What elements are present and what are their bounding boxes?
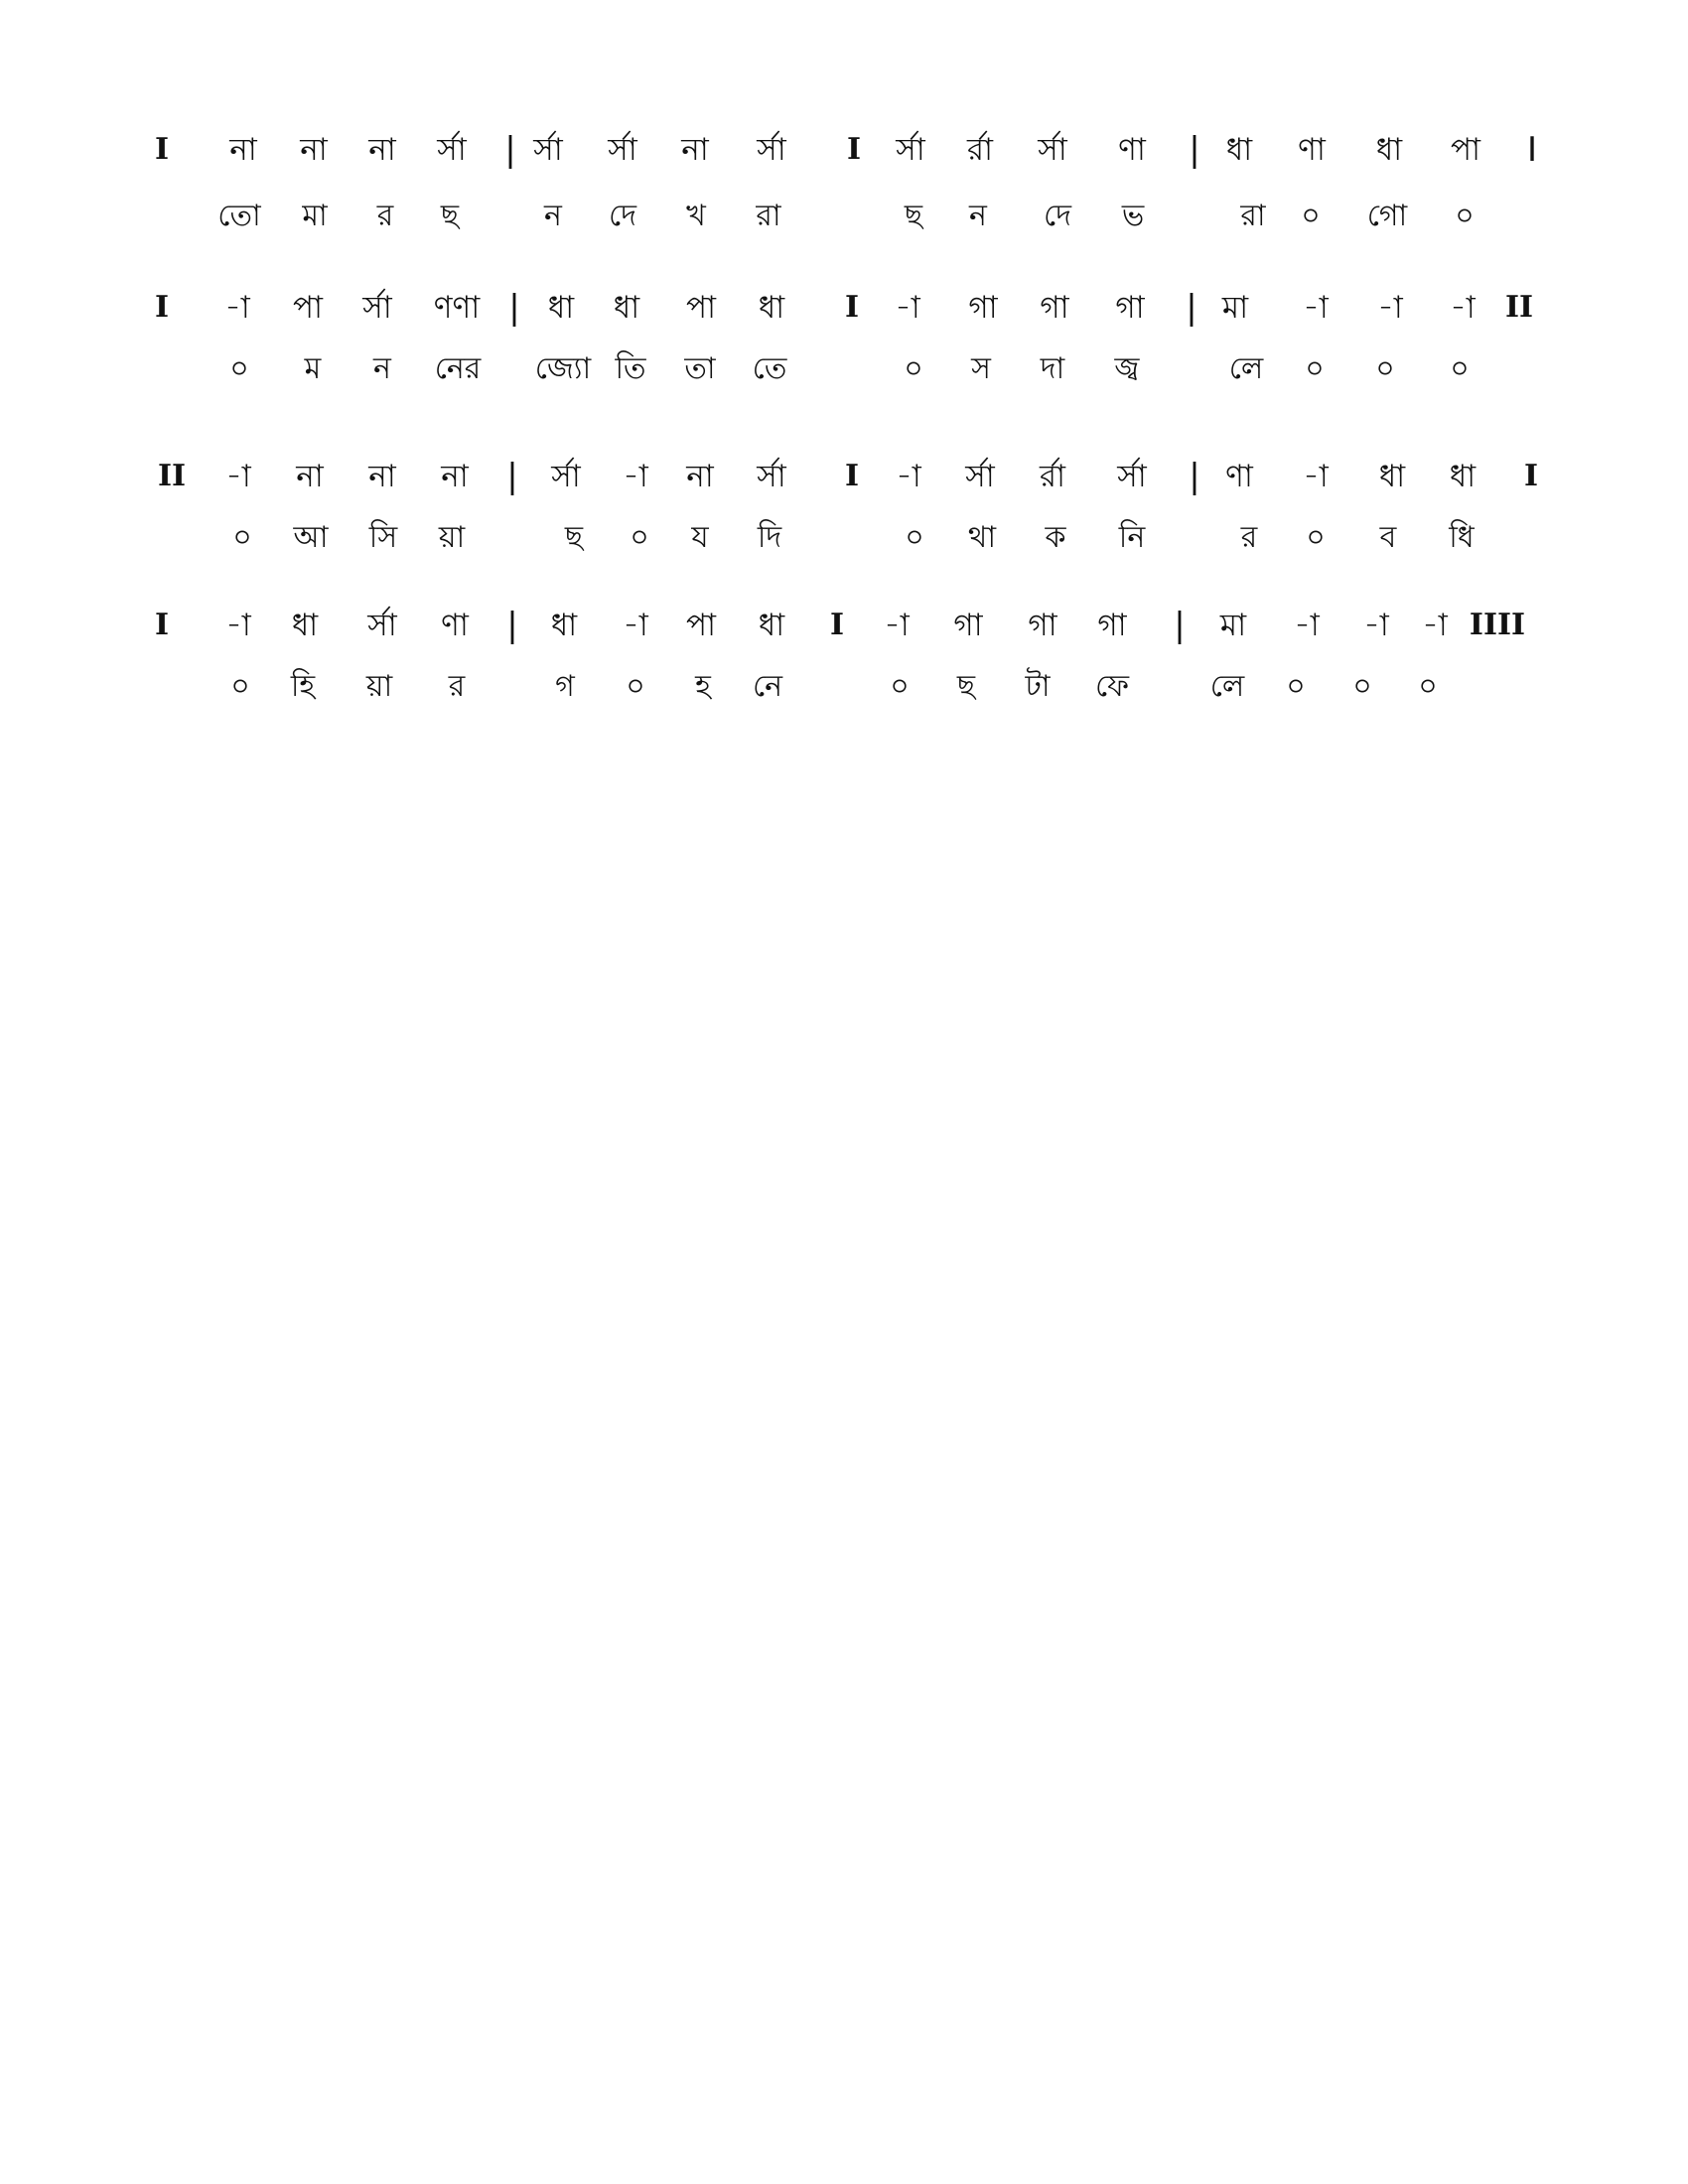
note: -া bbox=[1450, 290, 1476, 326]
bar-line: I bbox=[844, 459, 860, 493]
lyric-syllable: ০ bbox=[1418, 669, 1438, 704]
lyric-syllable: জ্ব bbox=[1114, 351, 1140, 386]
lyric-syllable: ০ bbox=[1301, 199, 1321, 233]
note: ধা bbox=[613, 290, 640, 326]
note: -া bbox=[896, 459, 921, 494]
bar-line: IIII bbox=[1469, 608, 1526, 642]
lyric-syllable: ফে bbox=[1094, 669, 1130, 704]
note: গা bbox=[1040, 290, 1069, 326]
lyric-syllable: য bbox=[691, 520, 709, 555]
lyric-syllable: ০ bbox=[626, 669, 645, 704]
lyric-syllable: ছ bbox=[440, 199, 460, 233]
note: ধা bbox=[758, 290, 785, 326]
note: না bbox=[368, 459, 396, 494]
note: র্সা bbox=[533, 132, 563, 168]
lyric-syllable: গ bbox=[555, 669, 575, 704]
lyric-syllable: ০ bbox=[905, 520, 924, 555]
note: -া bbox=[895, 290, 920, 326]
note: র্রা bbox=[1039, 459, 1066, 494]
bar-line: | bbox=[1186, 288, 1197, 328]
note: ণা bbox=[1118, 132, 1146, 168]
lyric-syllable: ০ bbox=[1450, 351, 1470, 386]
note: ধা bbox=[1378, 459, 1406, 494]
lyric-syllable: নের bbox=[434, 351, 482, 386]
bar-line: I bbox=[1523, 459, 1539, 493]
lyric-syllable: ম bbox=[304, 351, 322, 386]
lyric-row-1 bbox=[0, 195, 1688, 238]
note: ণা bbox=[1225, 459, 1253, 494]
lyric-syllable: ০ bbox=[1455, 199, 1475, 233]
bar-line: II bbox=[157, 459, 187, 493]
note: -া bbox=[1303, 290, 1329, 326]
note: পা bbox=[1450, 132, 1481, 168]
bar-line: I bbox=[154, 608, 170, 642]
note: গা bbox=[1097, 608, 1127, 643]
note: -া bbox=[1294, 608, 1320, 643]
note: মা bbox=[1221, 290, 1249, 326]
lyric-syllable: রা bbox=[756, 199, 781, 233]
note: -া bbox=[623, 459, 648, 494]
note: গা bbox=[968, 290, 998, 326]
lyric-syllable: ছ bbox=[956, 669, 976, 704]
note: না bbox=[686, 459, 714, 494]
lyric-syllable: দে bbox=[609, 199, 636, 233]
lyric-syllable: য়া bbox=[438, 520, 466, 555]
note: ধা bbox=[291, 608, 319, 643]
note: -া bbox=[224, 290, 250, 326]
bar-line: | bbox=[508, 288, 520, 328]
note: ধা bbox=[550, 608, 578, 643]
lyric-syllable: য়া bbox=[365, 669, 393, 704]
note: ধা bbox=[547, 290, 575, 326]
lyric-syllable: দা bbox=[1040, 351, 1065, 386]
bar-line: II bbox=[1504, 290, 1534, 325]
note: -া bbox=[1363, 608, 1389, 643]
bar-line: I bbox=[846, 132, 862, 167]
lyric-syllable: নি bbox=[1118, 520, 1146, 555]
note: ধা bbox=[1449, 459, 1477, 494]
note: না bbox=[229, 132, 257, 168]
note: র্রা bbox=[966, 132, 994, 168]
lyric-row-3 bbox=[0, 516, 1688, 560]
lyric-syllable: তি bbox=[615, 351, 646, 386]
bar-line: | bbox=[506, 606, 518, 645]
bar-line: I bbox=[844, 290, 860, 325]
note: র্সা bbox=[551, 459, 581, 494]
note: র্সা bbox=[1117, 459, 1147, 494]
lyric-syllable: তা bbox=[684, 351, 716, 386]
note: ধা bbox=[1225, 132, 1253, 168]
note: -া bbox=[623, 608, 648, 643]
lyric-syllable: দি bbox=[757, 520, 782, 555]
lyric-syllable: মা bbox=[302, 199, 328, 233]
lyric-syllable: ০ bbox=[1286, 669, 1306, 704]
lyric-syllable: নে bbox=[752, 669, 783, 704]
lyric-syllable: আ bbox=[293, 520, 329, 555]
note: -া bbox=[884, 608, 910, 643]
lyric-syllable: ০ bbox=[232, 520, 252, 555]
lyric-syllable: হি bbox=[290, 669, 316, 704]
note: র্সা bbox=[965, 459, 995, 494]
note: র্সা bbox=[757, 459, 786, 494]
note: না bbox=[296, 459, 324, 494]
lyric-syllable: র bbox=[448, 669, 466, 704]
lyric-syllable: তে bbox=[752, 351, 787, 386]
note: না bbox=[300, 132, 328, 168]
bar-line: I bbox=[829, 608, 845, 642]
note: না bbox=[441, 459, 469, 494]
lyric-syllable: র bbox=[376, 199, 394, 233]
note: র্সা bbox=[362, 290, 392, 326]
lyric-syllable: র bbox=[1240, 520, 1258, 555]
note: গা bbox=[1115, 290, 1145, 326]
note: -া bbox=[1303, 459, 1329, 494]
lyric-syllable: ন bbox=[544, 199, 562, 233]
note: -া bbox=[225, 608, 251, 643]
note: -া bbox=[225, 459, 251, 494]
bar-line: I bbox=[154, 290, 170, 325]
note: র্সা bbox=[757, 132, 786, 168]
note: পা bbox=[685, 290, 717, 326]
bar-line: I bbox=[1526, 130, 1538, 170]
note: পা bbox=[292, 290, 324, 326]
lyric-row-4 bbox=[0, 665, 1688, 709]
lyric-syllable: হ bbox=[695, 669, 711, 704]
lyric-syllable: ০ bbox=[230, 669, 250, 704]
lyric-syllable: ০ bbox=[630, 520, 649, 555]
lyric-syllable: স bbox=[971, 351, 991, 386]
note: -া bbox=[1377, 290, 1403, 326]
note: ণা bbox=[1298, 132, 1326, 168]
note: না bbox=[368, 132, 396, 168]
notation-row-2 bbox=[0, 286, 1688, 330]
bar-line: | bbox=[506, 457, 518, 496]
bar-line: | bbox=[1174, 606, 1186, 645]
note: -া bbox=[1422, 608, 1448, 643]
lyric-syllable: ছ bbox=[564, 520, 584, 555]
lyric-syllable: থা bbox=[967, 520, 997, 555]
notation-row-3 bbox=[0, 455, 1688, 498]
lyric-syllable: ০ bbox=[890, 669, 910, 704]
note: র্সা bbox=[367, 608, 397, 643]
lyric-syllable: জ্যো bbox=[534, 351, 592, 386]
bar-line: I bbox=[154, 132, 170, 167]
bar-line: | bbox=[1189, 457, 1200, 496]
lyric-syllable: লে bbox=[1209, 669, 1245, 704]
lyric-syllable: ০ bbox=[229, 351, 249, 386]
lyric-syllable: ধি bbox=[1449, 520, 1475, 555]
lyric-syllable: তো bbox=[217, 199, 261, 233]
lyric-syllable: খ bbox=[686, 199, 706, 233]
note: ণা bbox=[441, 608, 469, 643]
lyric-syllable: গো bbox=[1366, 199, 1408, 233]
lyric-syllable: দে bbox=[1044, 199, 1071, 233]
lyric-syllable: লে bbox=[1228, 351, 1264, 386]
lyric-syllable: ০ bbox=[1305, 351, 1325, 386]
lyric-syllable: সি bbox=[368, 520, 398, 555]
note: মা bbox=[1219, 608, 1247, 643]
lyric-syllable: ব bbox=[1379, 520, 1397, 555]
lyric-syllable: রা bbox=[1240, 199, 1266, 233]
lyric-syllable: ০ bbox=[1352, 669, 1372, 704]
note: গা bbox=[1028, 608, 1057, 643]
bar-line: | bbox=[504, 130, 516, 170]
note: র্সা bbox=[896, 132, 925, 168]
note: র্সা bbox=[1038, 132, 1067, 168]
note: র্সা bbox=[437, 132, 467, 168]
lyric-syllable: টা bbox=[1025, 669, 1051, 704]
lyric-syllable: ভ bbox=[1121, 199, 1145, 233]
note: গা bbox=[953, 608, 983, 643]
note: ধা bbox=[758, 608, 785, 643]
notation-row-4 bbox=[0, 604, 1688, 647]
lyric-row-2 bbox=[0, 347, 1688, 391]
note: ণণা bbox=[433, 290, 481, 326]
lyric-syllable: ০ bbox=[904, 351, 923, 386]
note: ধা bbox=[1375, 132, 1403, 168]
note: র্সা bbox=[608, 132, 637, 168]
lyric-syllable: ০ bbox=[1306, 520, 1326, 555]
note: না bbox=[681, 132, 709, 168]
notation-row-1 bbox=[0, 128, 1688, 172]
lyric-syllable: ছ bbox=[904, 199, 923, 233]
note: পা bbox=[685, 608, 717, 643]
bar-line: | bbox=[1189, 130, 1200, 170]
lyric-syllable: ন bbox=[373, 351, 391, 386]
lyric-syllable: ন bbox=[969, 199, 987, 233]
lyric-syllable: ক bbox=[1045, 520, 1066, 555]
lyric-syllable: ০ bbox=[1375, 351, 1395, 386]
